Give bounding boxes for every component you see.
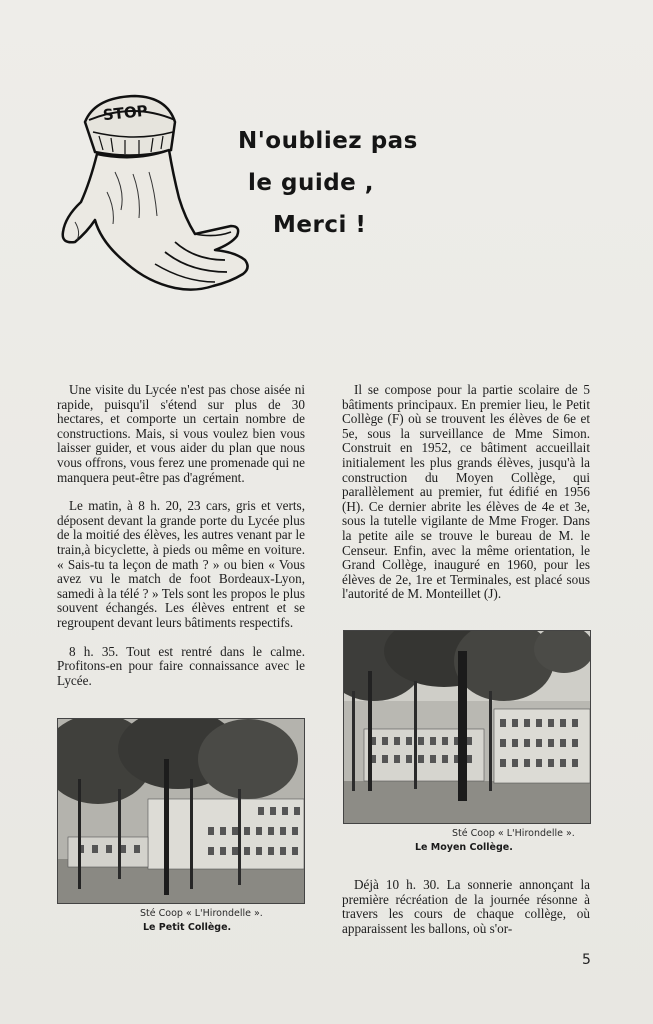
photo-caption: Le Petit Collège. bbox=[143, 922, 232, 933]
paragraph: Il se compose pour la partie scolaire de 5 bâtiments principaux. En premier lieu, le Petit Collège (F) où se trouvent les élèves de 6e et 5e, sous la surveillance de Mme Simon. Construit en 1952, ce bâtiment accueillait initialement les plus grands élèves, jusqu'à la construction du Moyen Collège, qui parallèlement au premier, fut édifié en 1956 (H). Ce dernier abrite les élèves de 4e et 3e, sous la tutelle vigilante de Mme Froger. Dans la petite aile se trouve le bureau de M. le Censeur. Enfin, avec la même orientation, le Grand Collège, inauguré en 1960, pour les élèves de 2e, 1re et Terminales, est placé sous l'autorité de M. Monteillet (J). bbox=[342, 382, 590, 602]
paragraph: 8 h. 35. Tout est rentré dans le calme. Profitons-en pour faire connaissance avec le Lycée. bbox=[57, 643, 305, 688]
left-text-column bbox=[57, 383, 305, 702]
stop-cuff bbox=[85, 96, 175, 156]
reminder-title bbox=[238, 120, 418, 246]
reminder-line-2: le guide , bbox=[248, 170, 375, 196]
paragraph: Le matin, à 8 h. 20, 23 cars, gris et verts, déposent devant la grande porte du Lycée plus de la moitié des élèves, les autres venant par le train,à bicyclette, à pieds ou même en voiture. « Sais-tu ta leçon de math ? » ou bien « Vous avez vu le match de foot Bordeaux-Lyon, samedi à la télé ? » Tels sont les propos le plus souvent échangés. Les élèves entrent et se regroupent devant leurs bâtiments respectifs. bbox=[57, 498, 305, 630]
right-text-continued bbox=[342, 878, 590, 936]
stop-hand-illustration bbox=[55, 92, 255, 302]
reminder-line-1: N'oubliez pas bbox=[238, 128, 418, 154]
page-number: 5 bbox=[582, 952, 591, 968]
paragraph: Une visite du Lycée n'est pas chose aisée ni rapide, puisqu'il s'étend sur plus de 30 hectares, et comporte un certain nombre de constructions. Mais, si vous voulez bien vous laisser guider, et vous aider du plan que nous vous offrons, vous ferez une promenade qui ne manquera peut-être pas d'agrément. bbox=[57, 382, 305, 485]
photo-caption: Le Moyen Collège. bbox=[415, 842, 513, 853]
paragraph: Déjà 10 h. 30. La sonnerie annonçant la première récréation de la journée résonne à travers les cours de chaque collège, où apparaissent les ballons, où s'or- bbox=[342, 877, 590, 936]
stop-text: STOP bbox=[102, 101, 149, 125]
moyen-college-photo bbox=[343, 630, 591, 824]
right-text-column bbox=[342, 383, 590, 616]
reminder-line-3: Merci ! bbox=[273, 212, 367, 238]
photo-credit: Sté Coop « L'Hirondelle ». bbox=[140, 908, 263, 919]
hand-shape bbox=[63, 150, 248, 290]
petit-college-photo bbox=[57, 718, 305, 904]
photo-credit: Sté Coop « L'Hirondelle ». bbox=[452, 828, 575, 839]
